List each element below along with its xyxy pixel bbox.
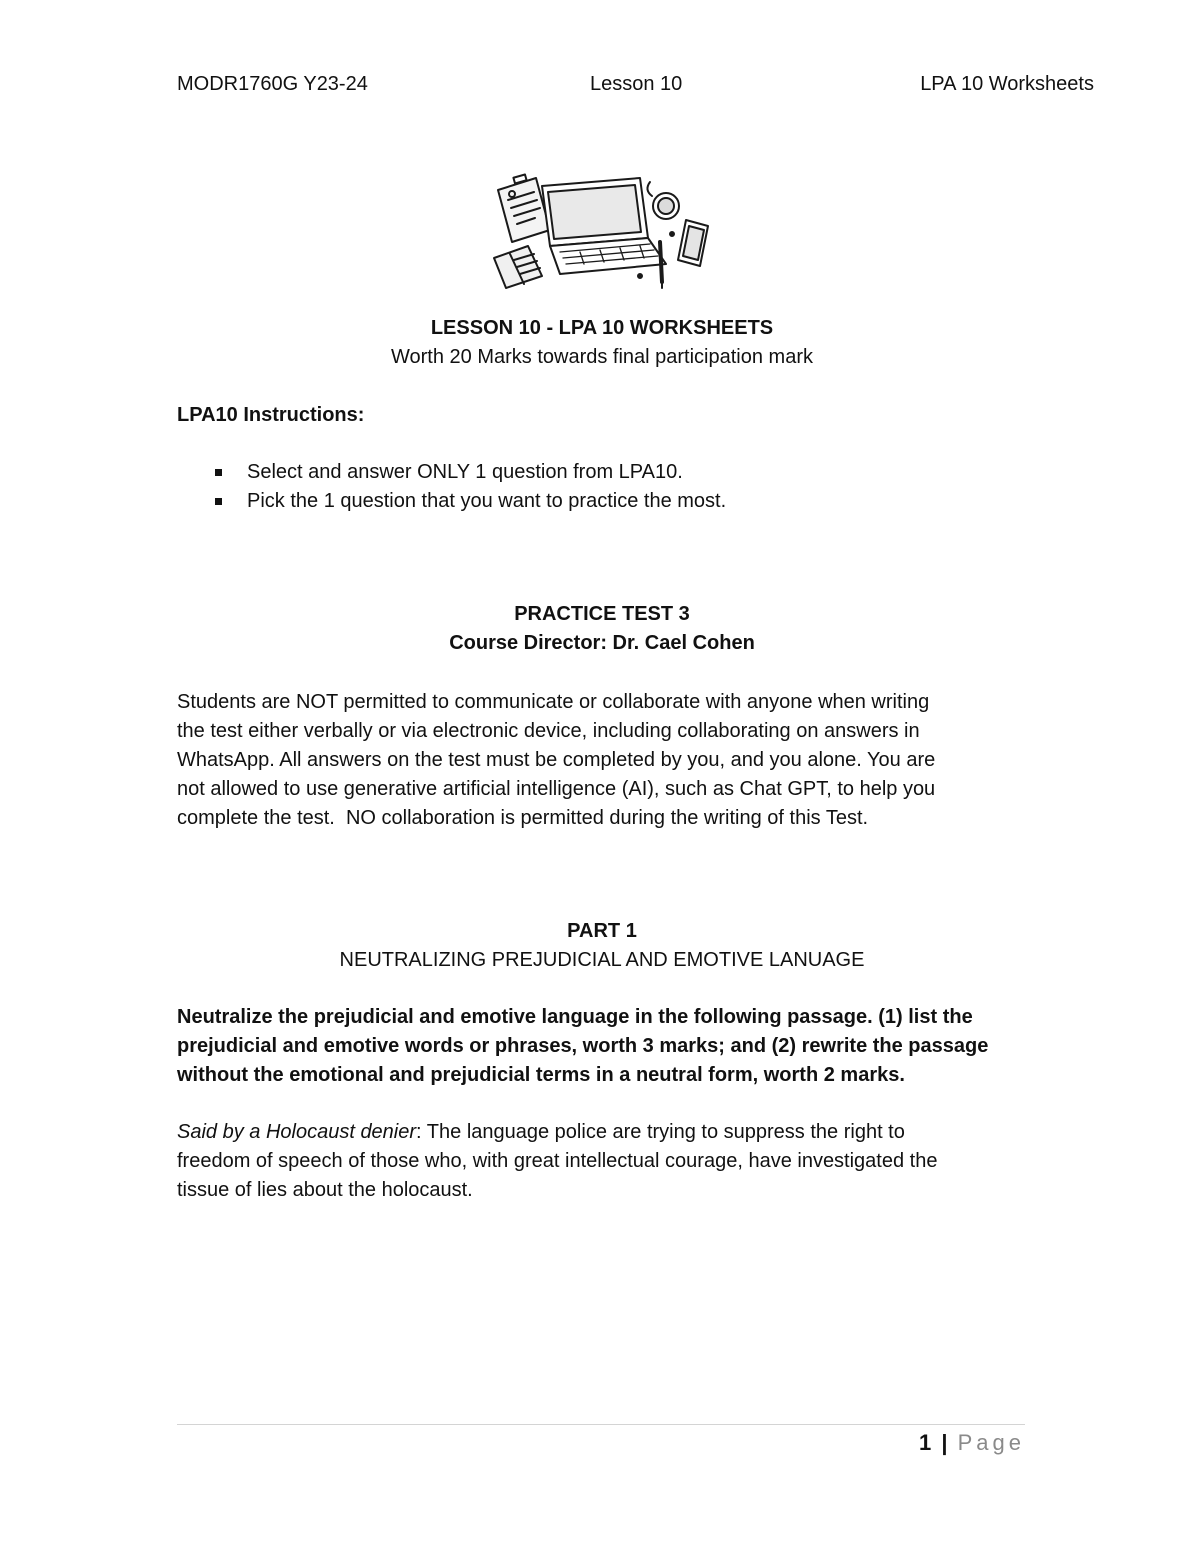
desk-laptop-documents-illustration [490, 172, 718, 290]
rules-line: complete the test. NO collaboration is permitted during the writing of this Test. [177, 807, 869, 829]
passage [177, 1118, 1027, 1205]
header-lesson: Lesson 10 [590, 73, 683, 95]
page-number: 1 [918, 1430, 932, 1455]
list-item [177, 458, 1027, 487]
square-bullet-icon [215, 469, 222, 476]
instruction-text: Pick the 1 question that you want to practice the most. [247, 490, 727, 512]
task-line: prejudicial and emotive words or phrases, worth 3 marks; and (2) rewrite the passage [177, 1035, 989, 1057]
part-label: PART 1 [567, 920, 637, 942]
list-item [177, 487, 1027, 516]
header-doc-title: LPA 10 Worksheets [920, 73, 1094, 95]
passage-line [177, 1118, 1027, 1147]
title-block [177, 314, 1027, 372]
practice-test-title: PRACTICE TEST 3 [514, 603, 690, 625]
page-title: LESSON 10 - LPA 10 WORKSHEETS [430, 317, 774, 339]
instructions-list [177, 458, 1027, 516]
footer-separator: | [941, 1430, 948, 1455]
instruction-text: Select and answer ONLY 1 question from LPA10. [247, 461, 683, 483]
passage-text: : The language police are trying to suppress the right to [416, 1121, 905, 1143]
page-footer [919, 1428, 1025, 1458]
course-director: Course Director: Dr. Cael Cohen [449, 632, 755, 654]
footer-divider [177, 1424, 1025, 1425]
instructions-heading: LPA10 Instructions: [177, 404, 365, 426]
rules-line: the test either verbally or via electronic device, including collaborating on answers in [177, 720, 920, 742]
passage-line: freedom of speech of those who, with great intellectual courage, have investigated the [177, 1150, 938, 1172]
part-title: NEUTRALIZING PREJUDICIAL AND EMOTIVE LANUAGE [339, 949, 865, 971]
passage-line: tissue of lies about the holocaust. [177, 1179, 473, 1201]
rules-line: WhatsApp. All answers on the test must be completed by you, and you alone. You are [177, 749, 936, 771]
rules-line: Students are NOT permitted to communicate or collaborate with anyone when writing [177, 691, 930, 713]
part-heading [177, 917, 1027, 975]
header-course-code: MODR1760G Y23-24 [177, 73, 368, 95]
practice-test-block [177, 600, 1027, 658]
page-label: Page [957, 1430, 1025, 1455]
page-subtitle: Worth 20 Marks towards final participation mark [390, 346, 813, 368]
rules-line: not allowed to use generative artificial intelligence (AI), such as Chat GPT, to help you [177, 778, 936, 800]
task-instructions [177, 1003, 1027, 1090]
task-line: without the emotional and prejudicial terms in a neutral form, worth 2 marks. [177, 1064, 905, 1086]
test-rules-paragraph [177, 688, 1027, 833]
task-line: Neutralize the prejudicial and emotive language in the following passage. (1) list the [177, 1006, 973, 1028]
square-bullet-icon [215, 498, 222, 505]
passage-speaker: Said by a Holocaust denier [177, 1121, 417, 1143]
